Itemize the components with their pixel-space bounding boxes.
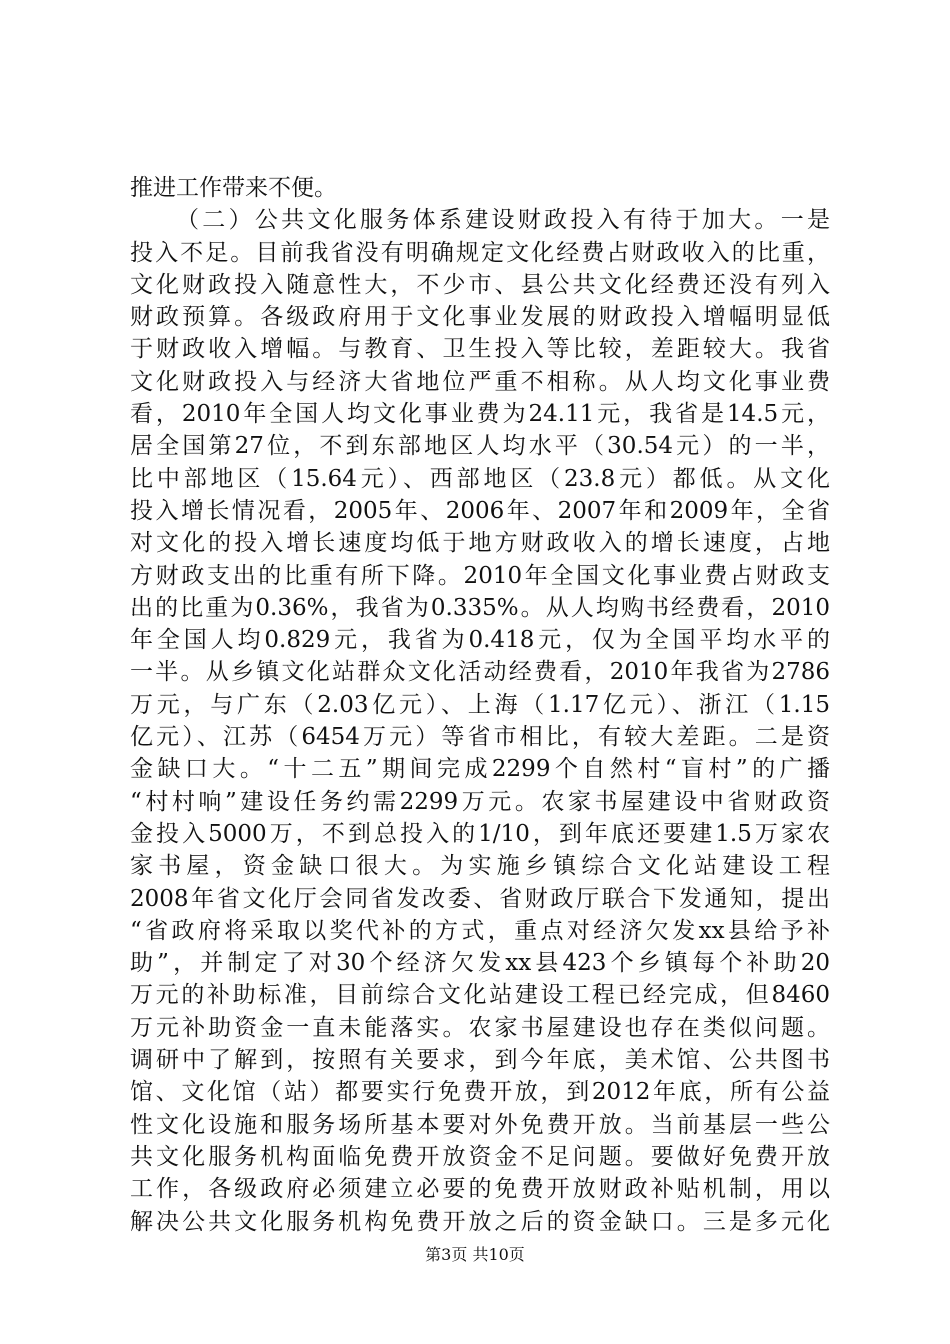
text-line: 投入不足。目前我省没有明确规定文化经费占财政收入的比重，: [130, 239, 830, 266]
text-line: 解决公共文化服务机构免费开放之后的资金缺口。三是多元化: [130, 1208, 830, 1235]
text-line: “省政府将采取以奖代补的方式，重点对经济欠发xx县给予补: [130, 917, 830, 944]
text-line: 助”，并制定了对30个经济欠发xx县423个乡镇每个补助20: [130, 950, 830, 977]
text-line: “村村响”建设任务约需2299万元。农家书屋建设中省财政资: [130, 788, 830, 815]
text-line: 文化财政投入随意性大，不少市、县公共文化经费还没有列入: [130, 271, 830, 298]
text-line: 年全国人均0.829元，我省为0.418元，仅为全国平均水平的: [130, 627, 830, 654]
text-line: 金缺口大。“十二五”期间完成2299个自然村“盲村”的广播: [130, 756, 830, 783]
text-line: 工作，各级政府必须建立必要的免费开放财政补贴机制，用以: [130, 1176, 830, 1203]
text-line: 居全国第27位，不到东部地区人均水平（30.54元）的一半，: [130, 433, 830, 460]
text-line: 万元补助资金一直未能落实。农家书屋建设也存在类似问题。: [130, 1014, 830, 1041]
text-line: 推进工作带来不便。: [130, 175, 337, 201]
text-line: 看，2010年全国人均文化事业费为24.11元，我省是14.5元，: [130, 401, 830, 428]
text-line: 家书屋，资金缺口很大。为实施乡镇综合文化站建设工程: [130, 853, 830, 880]
body-text: [130, 172, 830, 1238]
text-line: 投入增长情况看，2005年、2006年、2007年和2009年，全省: [130, 497, 830, 524]
text-line: 一半。从乡镇文化站群众文化活动经费看，2010年我省为2786: [130, 659, 830, 686]
text-line: 对文化的投入增长速度均低于地方财政收入的增长速度，占地: [130, 530, 830, 557]
text-line: 亿元）、江苏（6454万元）等省市相比，有较大差距。二是资: [130, 724, 830, 751]
text-line: 共文化服务机构面临免费开放资金不足问题。要做好免费开放: [130, 1143, 830, 1170]
text-line: 方财政支出的比重有所下降。2010年全国文化事业费占财政支: [130, 562, 830, 589]
page-number-footer: 第3页 共10页: [425, 1245, 525, 1264]
text-line: 馆、文化馆（站）都要实行免费开放，到2012年底，所有公益: [130, 1079, 830, 1106]
text-line: 出的比重为0.36%，我省为0.335%。从人均购书经费看，2010: [130, 594, 830, 621]
text-line: 性文化设施和服务场所基本要对外免费开放。当前基层一些公: [130, 1111, 830, 1138]
text-line: 金投入5000万，不到总投入的1/10，到年底还要建1.5万家农: [130, 820, 830, 847]
text-line: 比中部地区（15.64元）、西部地区（23.8元）都低。从文化: [130, 465, 830, 492]
text-line: 文化财政投入与经济大省地位严重不相称。从人均文化事业费: [130, 368, 830, 395]
text-line: 于财政收入增幅。与教育、卫生投入等比较，差距较大。我省: [130, 336, 830, 363]
text-line: 财政预算。各级政府用于文化事业发展的财政投入增幅明显低: [130, 304, 830, 331]
text-line: 万元，与广东（2.03亿元）、上海（1.17亿元）、浙江（1.15: [130, 691, 830, 718]
text-line: 2008年省文化厅会同省发改委、省财政厅联合下发通知，提出: [130, 885, 830, 912]
paragraph-start-line: （二）公共文化服务体系建设财政投入有待于加大。一是: [176, 207, 830, 234]
text-line: 万元的补助标准，目前综合文化站建设工程已经完成，但8460: [130, 982, 830, 1009]
text-line: 调研中了解到，按照有关要求，到今年底，美术馆、公共图书: [130, 1047, 830, 1074]
